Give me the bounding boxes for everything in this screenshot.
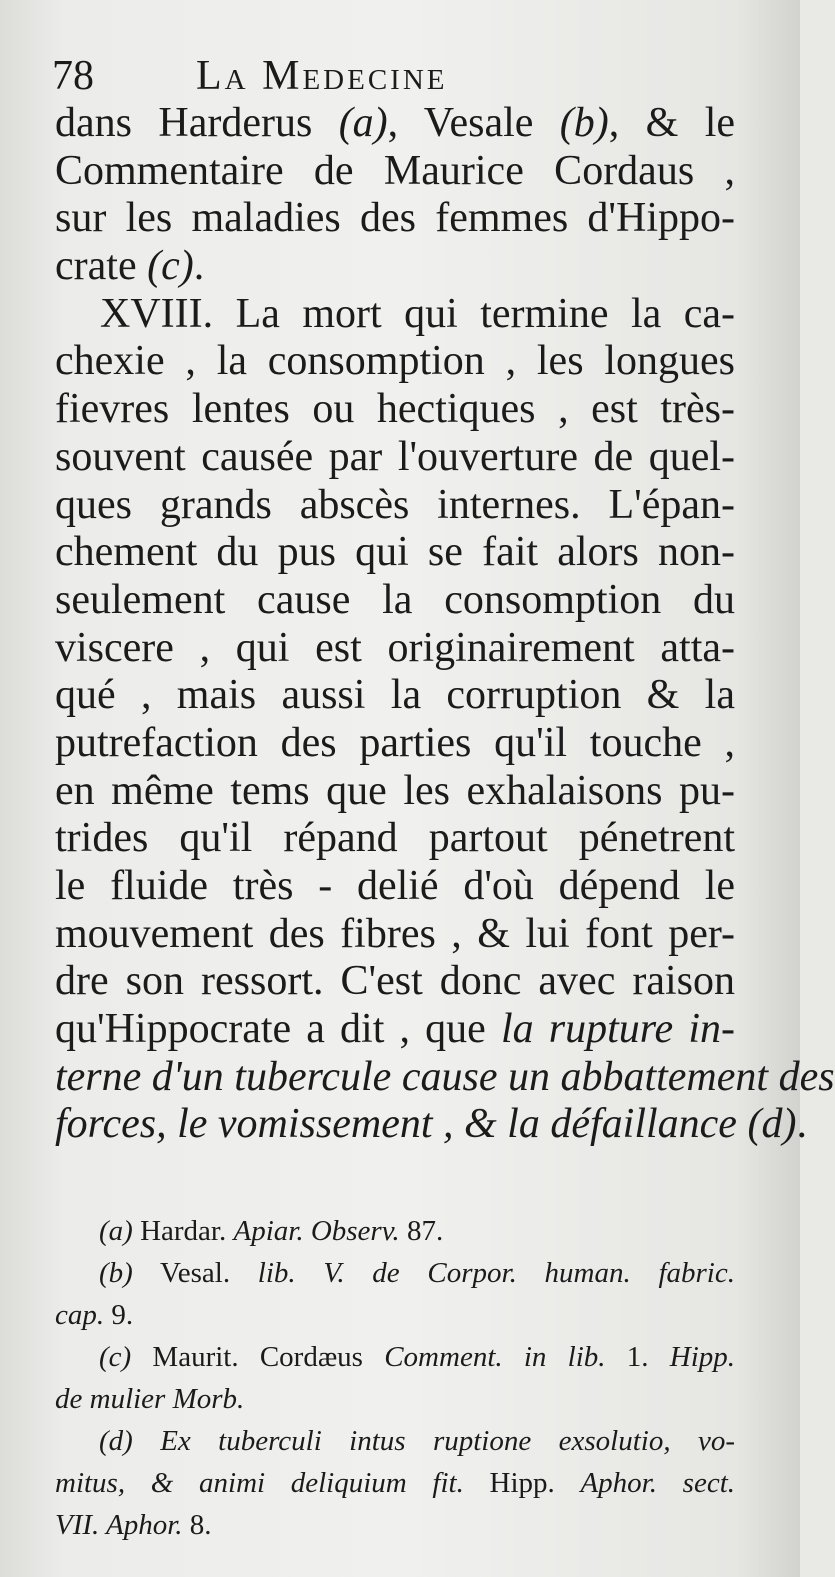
- text-run: fievres lentes ou hectiques , est très-: [55, 386, 735, 433]
- text-run: (d) Ex tuberculi intus ruptione exsolutio, vo-: [99, 1425, 735, 1457]
- text-run: chexie , la consomption , les longues: [55, 338, 735, 385]
- text-line: [55, 148, 735, 196]
- text-line: [55, 672, 735, 720]
- footnote-line: [55, 1252, 735, 1294]
- footnote-line: [55, 1420, 735, 1462]
- text-run: 8.: [182, 1509, 212, 1541]
- text-run: 87.: [399, 1215, 444, 1247]
- text-run: (a): [338, 100, 388, 146]
- text-line: [55, 958, 735, 1006]
- text-run: ques grands abscès internes. L'épan-: [55, 481, 735, 528]
- text-line: [55, 482, 735, 530]
- text-line: [55, 863, 735, 911]
- text-run: 1.: [605, 1341, 670, 1373]
- text-run: qué , mais aussi la corruption & la: [55, 672, 735, 719]
- text-run: le fluide très - delié d'où dépend le: [55, 863, 735, 909]
- text-run: de mulier Morb.: [55, 1383, 245, 1415]
- text-line: [55, 338, 735, 386]
- page-number: 78: [52, 53, 94, 99]
- text-run: souvent causée par l'ouverture de quel-: [55, 433, 735, 480]
- text-run: , Vesale: [387, 100, 560, 146]
- text-run: crate: [55, 243, 148, 290]
- text-run: forces, le vomissement , & la défaillance: [55, 1101, 748, 1148]
- text-run: qu'Hippocrate a dit , que: [55, 1006, 501, 1053]
- text-run: Hipp.: [669, 1341, 736, 1373]
- text-run: trides qu'il répand partout pénetrent: [55, 815, 735, 862]
- page-header: [52, 50, 752, 102]
- text-line: [55, 291, 735, 339]
- text-run: lib. V. de Corpor. human. fabric.: [257, 1257, 735, 1289]
- text-line: [55, 1053, 835, 1102]
- text-line: [55, 577, 735, 625]
- paragraph-xviii: [55, 290, 835, 1149]
- text-run: Maurit. Cordæus: [131, 1341, 385, 1373]
- text-run: , & le: [608, 100, 736, 146]
- running-head: La Medecine: [196, 53, 448, 99]
- text-run: (d): [747, 1101, 797, 1148]
- footnote-line: [55, 1504, 735, 1546]
- text-line: [55, 1101, 807, 1149]
- text-run: 9.: [104, 1299, 134, 1331]
- text-run: Hipp.: [463, 1467, 581, 1499]
- text-run: XVIII. La mort qui termine la ca-: [100, 290, 735, 337]
- text-run: .: [796, 1101, 807, 1148]
- text-run: viscere , qui est originairement atta-: [55, 624, 735, 671]
- text-run: (c): [147, 243, 194, 290]
- text-run: (a): [99, 1215, 133, 1247]
- text-line: [55, 911, 735, 959]
- text-run: Comment. in lib.: [384, 1341, 606, 1373]
- text-run: chement du pus qui se fait alors non-: [55, 529, 735, 576]
- text-line: [55, 243, 735, 291]
- text-run: mitus, & animi deliquium fit.: [55, 1467, 464, 1499]
- text-line: [55, 720, 735, 768]
- text-run: dans Harderus: [55, 100, 339, 146]
- footnote-line: [55, 1378, 735, 1420]
- text-run: putrefaction des parties qu'il touche ,: [55, 719, 735, 766]
- text-line: [55, 768, 735, 816]
- text-run: terne d'un tubercule cause un abbattement des: [55, 1053, 835, 1100]
- text-run: cap.: [55, 1299, 105, 1331]
- text-run: mouvement des fibres , & lui font per-: [55, 910, 735, 957]
- text-run: (b): [559, 100, 609, 146]
- text-line: [55, 434, 735, 482]
- footnotes: [55, 1210, 735, 1546]
- text-run: Aphor. sect.: [580, 1467, 736, 1499]
- text-run: la rupture in-: [500, 1006, 735, 1053]
- footnote-line: [55, 1294, 735, 1336]
- text-run: Commentaire de Maurice Cordaus ,: [55, 147, 735, 194]
- text-run: (c): [99, 1341, 132, 1373]
- footnote-line: [55, 1336, 735, 1378]
- text-run: dre son ressort. C'est donc avec raison: [55, 958, 735, 1005]
- paragraph-continuation: [55, 100, 735, 291]
- text-line: [55, 625, 735, 673]
- main-text: [55, 100, 835, 1149]
- text-line: [55, 195, 735, 243]
- text-line: [55, 1006, 735, 1054]
- footnote-line: [55, 1210, 735, 1252]
- text-line: [55, 815, 735, 863]
- text-run: .: [193, 243, 205, 290]
- text-run: seulement cause la consomption du: [55, 576, 735, 623]
- text-run: Hardar.: [132, 1215, 234, 1247]
- footnote-line: [55, 1462, 735, 1504]
- text-line: [55, 100, 735, 148]
- text-run: sur les maladies des femmes d'Hippo-: [55, 195, 735, 242]
- text-line: [55, 386, 735, 434]
- text-run: (b): [99, 1257, 133, 1289]
- text-run: Apiar. Observ.: [233, 1215, 400, 1247]
- text-run: VII. Aphor.: [55, 1509, 183, 1541]
- text-line: [55, 529, 735, 577]
- text-run: en même tems que les exhalaisons pu-: [55, 767, 735, 814]
- text-run: Vesal.: [132, 1257, 258, 1289]
